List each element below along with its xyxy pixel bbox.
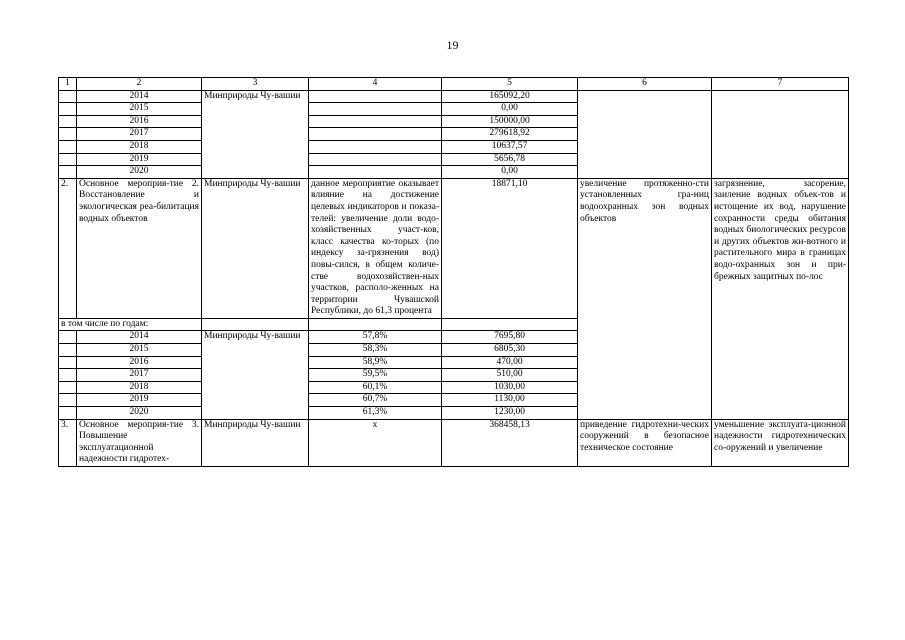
amount-cell: 1130,00 [442, 394, 578, 407]
empty-num-cell [59, 166, 77, 179]
amount-cell: 279618,92 [442, 128, 578, 141]
empty-num-cell [59, 115, 77, 128]
responsible-cell: Минприроды Чу-вашии [202, 90, 309, 178]
result-cell: приведение гидротехни-ческих сооружений в безопасное техническое состояние [578, 419, 712, 466]
empty-num-cell [59, 356, 77, 369]
year-cell: 2018 [77, 381, 202, 394]
responsible-cell: Минприроды Чу-вашии [202, 419, 309, 466]
amount-cell: 470,00 [442, 356, 578, 369]
indicator-cell: х [309, 419, 442, 466]
amount-cell: 0,00 [442, 103, 578, 116]
year-cell: 2017 [77, 369, 202, 382]
amount-cell: 510,00 [442, 369, 578, 382]
responsible-cell: Минприроды Чу-вашии [202, 331, 309, 419]
percent-cell: 57,8% [309, 331, 442, 344]
amount-cell: 1030,00 [442, 381, 578, 394]
indicator-cell [309, 90, 442, 103]
measures-table [58, 77, 849, 467]
empty-num-cell [59, 407, 77, 420]
empty-num-cell [59, 140, 77, 153]
indicator-cell [309, 115, 442, 128]
year-cell: 2020 [77, 166, 202, 179]
consequence-cell [712, 90, 849, 178]
amount-cell: 1230,00 [442, 407, 578, 420]
year-cell: 2016 [77, 356, 202, 369]
col-num-7: 7 [712, 78, 849, 91]
year-cell: 2014 [77, 331, 202, 344]
col-num-6: 6 [578, 78, 712, 91]
amount-cell: 5656,78 [442, 153, 578, 166]
year-cell: 2020 [77, 407, 202, 420]
percent-cell: 59,5% [309, 369, 442, 382]
col-num-3: 3 [202, 78, 309, 91]
indicator-cell [309, 166, 442, 179]
amount-cell: 10637,57 [442, 140, 578, 153]
col-num-2: 2 [77, 78, 202, 91]
year-cell: 2016 [77, 115, 202, 128]
amount-cell: 0,00 [442, 166, 578, 179]
amount-cell: 150000,00 [442, 115, 578, 128]
empty-cell [309, 318, 442, 331]
empty-num-cell [59, 381, 77, 394]
year-cell: 2019 [77, 394, 202, 407]
year-cell: 2015 [77, 344, 202, 357]
percent-cell: 61,3% [309, 407, 442, 420]
item-name: Основное мероприя-тие 2. Восстановление и экологическая реа-билитация водных объектов [77, 178, 202, 318]
empty-cell [442, 318, 578, 331]
table-row-item-3 [59, 419, 849, 466]
amount-cell: 6805,30 [442, 344, 578, 357]
amount-cell: 18871,10 [442, 178, 578, 318]
consequence-cell: уменьшение эксплуата-ционной надежности гидротехнических со-оружений и увеличение [712, 419, 849, 466]
amount-cell: 165092,20 [442, 90, 578, 103]
table-row-item-2 [59, 178, 849, 318]
empty-num-cell [59, 128, 77, 141]
empty-num-cell [59, 331, 77, 344]
col-num-5: 5 [442, 78, 578, 91]
indicator-cell [309, 140, 442, 153]
empty-cell [202, 318, 309, 331]
year-cell: 2017 [77, 128, 202, 141]
table-row [59, 90, 849, 103]
year-cell: 2015 [77, 103, 202, 116]
subheader-cell: в том числе по годам: [59, 318, 202, 331]
empty-num-cell [59, 369, 77, 382]
empty-num-cell [59, 153, 77, 166]
column-number-row [59, 78, 849, 91]
indicator-cell [309, 103, 442, 116]
empty-num-cell [59, 103, 77, 116]
year-cell: 2018 [77, 140, 202, 153]
consequence-cell: загрязнение, засорение, заиление водных объек-тов и истощение их вод, нарушение сохранности среды обитания водных биологических ресурсов и других объектов жи-вотного и растительного мира в границах водо-охранных зон и при-брежных защитных по-лос [712, 178, 849, 419]
empty-num-cell [59, 90, 77, 103]
amount-cell: 368458,13 [442, 419, 578, 466]
item-number: 3. [59, 419, 77, 466]
year-cell: 2014 [77, 90, 202, 103]
responsible-cell: Минприроды Чу-вашии [202, 178, 309, 318]
item-name: Основное мероприя-тие 3. Повышение эксплуатационной надежности гидротех- [77, 419, 202, 466]
result-cell: увеличение протяженно-сти установленных гра-ниц водоохранных зон водных объектов [578, 178, 712, 419]
indicator-cell [309, 153, 442, 166]
percent-cell: 58,9% [309, 356, 442, 369]
amount-cell: 7695,80 [442, 331, 578, 344]
col-num-4: 4 [309, 78, 442, 91]
col-num-1: 1 [59, 78, 77, 91]
empty-num-cell [59, 344, 77, 357]
result-cell [578, 90, 712, 178]
percent-cell: 60,7% [309, 394, 442, 407]
item-number: 2. [59, 178, 77, 318]
percent-cell: 60,1% [309, 381, 442, 394]
indicator-cell: данное мероприятие оказывает влияние на достижение целевых индикаторов и показа-телей: увеличение доли водо-хозяйственных участ-ков, класс качества ко-торых (по индексу за-грязнения вод) повы-сился, в общем количе-стве водохозяйствен-ных участков, располо-женных на территории Чувашской Республики, до 61,3 процента [309, 178, 442, 318]
percent-cell: 58,3% [309, 344, 442, 357]
page-number: 19 [446, 38, 459, 52]
year-cell: 2019 [77, 153, 202, 166]
indicator-cell [309, 128, 442, 141]
empty-num-cell [59, 394, 77, 407]
